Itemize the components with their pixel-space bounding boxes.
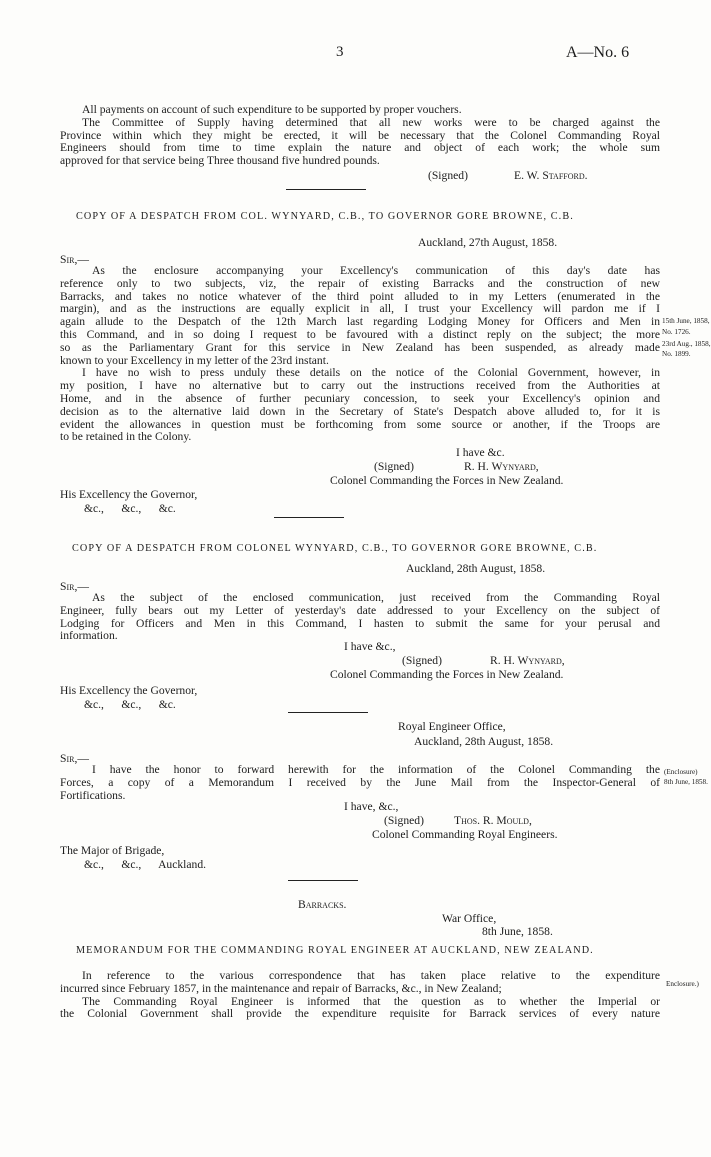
signer-name: E. W. Stafford. — [514, 169, 588, 182]
text-line: Lodging for Officers and Men in this Command, I hasten to submit the same for your perusal and — [60, 616, 660, 630]
despatch-body — [60, 265, 660, 444]
section-divider — [288, 880, 358, 881]
addressee-etc: &c., &c., Auckland. — [84, 858, 207, 871]
closing: I have &c. — [456, 446, 505, 459]
office-line: Royal Engineer Office, — [398, 720, 506, 733]
margin-note: 15th June, 1858, — [662, 317, 710, 325]
signer-title: Colonel Commanding Royal Engineers. — [372, 828, 558, 841]
addressee: The Major of Brigade, — [60, 844, 165, 857]
text-line: Engineer, fully bears out my Letter of yesterday's date addressed to your Excellency on the subject of — [60, 603, 660, 617]
despatch-heading: COPY OF A DESPATCH FROM COLONEL WYNYARD, C.B., TO GOVERNOR GORE BROWNE, C.B. — [72, 543, 598, 554]
signer-name: R. H. Wynyard, — [490, 654, 565, 667]
text-line: margin), and as the instructions are equally explicit in all, I trust your Excellency will pardon me if I — [60, 302, 660, 316]
salutation: Sir,— — [60, 253, 89, 266]
document-reference: A—No. 6 — [566, 44, 630, 61]
signed-label: (Signed) — [428, 169, 468, 182]
place-date: Auckland, 28th August, 1858. — [414, 735, 554, 748]
salutation: Sir,— — [60, 752, 89, 765]
place-date: Auckland, 28th August, 1858. — [406, 562, 546, 575]
text-line: Forces, a copy of a Memorandum I received by the June Mail from the Inspector-General of — [60, 775, 660, 789]
text-line: my position, I have no alternative but to carry out the instructions received from the Authorities at — [60, 379, 660, 393]
margin-note: No. 1899. — [662, 350, 691, 358]
addressee: His Excellency the Governor, — [60, 684, 198, 697]
text-line: The Committee of Supply having determined that all new works were to be charged against the — [82, 115, 660, 129]
signer-name: Thos. R. Mould, — [454, 814, 532, 827]
section-divider — [274, 517, 344, 518]
text-line: approved for that service being Three thousand five hundred pounds. — [60, 154, 380, 168]
place-date: Auckland, 27th August, 1858. — [418, 236, 558, 249]
text-line: As the subject of the enclosed communication, just received from the Commanding Royal — [92, 591, 660, 604]
section-divider — [286, 189, 366, 190]
text-line: All payments on account of such expenditure to be supported by proper vouchers. — [82, 103, 462, 116]
margin-note: 23rd Aug., 1858, — [662, 340, 711, 348]
intro-paragraph — [60, 104, 660, 168]
text-line: As the enclosure accompanying your Excellency's communication of this day's date has — [92, 264, 660, 277]
letter-body — [60, 764, 660, 802]
section-divider — [288, 712, 368, 713]
margin-note: Enclosure.) — [666, 980, 699, 988]
text-line: The Commanding Royal Engineer is informed that the question as to whether the Imperial or — [82, 994, 660, 1008]
text-line: reference only to two subjects, viz, the repair of existing Barracks and the construction of new — [60, 276, 660, 290]
despatch-body — [60, 592, 660, 643]
page-number: 3 — [336, 44, 344, 60]
office-line: War Office, — [442, 912, 497, 925]
text-line: information. — [60, 629, 118, 643]
centre-heading: Barracks. — [298, 898, 347, 911]
addressee-etc: &c., &c., &c. — [84, 698, 176, 711]
signer-title: Colonel Commanding the Forces in New Zealand. — [330, 474, 564, 487]
addressee: His Excellency the Governor, — [60, 488, 198, 501]
signer-title: Colonel Commanding the Forces in New Zealand. — [330, 668, 564, 681]
text-line: Fortifications. — [60, 788, 126, 802]
despatch-heading: COPY OF A DESPATCH FROM COL. WYNYARD, C.B., TO GOVERNOR GORE BROWNE, C.B. — [76, 211, 574, 222]
text-line: Province within which they might be erected, it will be necessary that the Colonel Commanding Royal — [60, 128, 660, 142]
text-line: In reference to the various correspondence that has taken place relative to the expenditure — [82, 969, 660, 982]
salutation: Sir,— — [60, 580, 89, 593]
text-line: decision as to the alternative laid down in the Secretary of State's Despatch above alluded to, for it is — [60, 404, 660, 418]
margin-note: No. 1726. — [662, 328, 691, 336]
closing: I have &c., — [344, 640, 396, 653]
memo-date: 8th June, 1858. — [482, 925, 553, 938]
margin-note: (Enclosure) — [664, 768, 698, 776]
text-line: to be retained in the Colony. — [60, 430, 192, 444]
margin-note: 8th June, 1858. — [664, 778, 708, 786]
text-line: the Colonial Government shall provide the expenditure requisite for Barrack services of every nature — [60, 1007, 660, 1021]
text-line: known to your Excellency in my letter of the 23rd instant. — [60, 353, 329, 367]
text-line: incurred since February 1857, in the maintenance and repair of Barracks, &c., in New Zealand; — [60, 981, 502, 995]
text-line: I have the honor to forward herewith for the information of the Colonel Commanding the — [92, 763, 660, 776]
text-line: Engineers should from time to time explain the nature and object of each work; the whole sum — [60, 141, 660, 155]
memo-body — [60, 970, 660, 1021]
signed-label: (Signed) — [374, 460, 414, 473]
text-line: evident the allowances in question must be forthcoming from some source or another, if the Troops are — [60, 417, 660, 431]
text-line: so as the Parliamentary Grant for this service in New Zealand has been suspended, as already made — [60, 340, 660, 354]
closing: I have, &c., — [344, 800, 399, 813]
signed-label: (Signed) — [384, 814, 424, 827]
text-line: Home, and in the absence of further pecuniary concession, to seek your Excellency's opinion and — [60, 391, 660, 405]
signed-label: (Signed) — [402, 654, 442, 667]
text-line: I have no wish to press unduly these details on the notice of the Colonial Government, however, in — [82, 366, 660, 380]
memo-heading: MEMORANDUM FOR THE COMMANDING ROYAL ENGINEER AT AUCKLAND, NEW ZEALAND. — [76, 945, 594, 956]
signer-name: R. H. Wynyard, — [464, 460, 539, 473]
text-line: again allude to the Despatch of the 12th March last regarding Lodging Money for Officers and Men in — [60, 315, 660, 329]
addressee-etc: &c., &c., &c. — [84, 502, 176, 515]
text-line: Barracks, and takes no notice whatever of the third point alluded to in my Letters (enumerated in the — [60, 289, 660, 303]
text-line: this Command, and in so doing I request to be favoured with a distinct reply on the subject; the more — [60, 327, 660, 341]
